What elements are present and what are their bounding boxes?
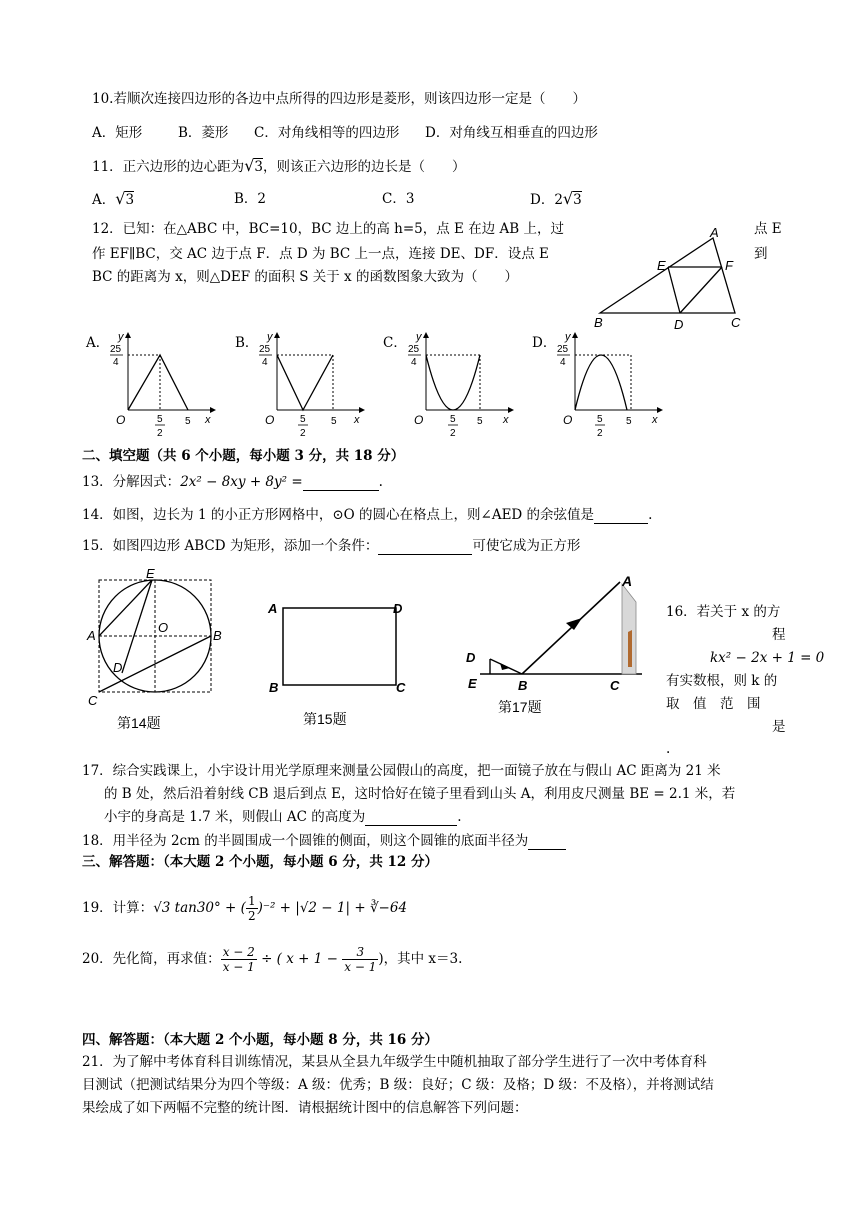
- q11-option-b: B．2: [234, 191, 267, 207]
- q12-option-a: A．: [86, 335, 110, 351]
- q12-graph-d: [553, 330, 663, 442]
- svg-text:y: y: [416, 331, 422, 343]
- svg-text:2: 2: [450, 428, 456, 439]
- q12-triangle-figure: [585, 225, 755, 335]
- q14: 14．如图，边长为 1 的小正方形网格中，⊙O 的圆心在格点上，则∠AED 的余弦值是 .: [82, 507, 653, 523]
- svg-text:x: x: [652, 414, 658, 426]
- svg-text:y: y: [267, 331, 273, 343]
- q16-line-1: 16．若关于 x 的方: [666, 604, 781, 620]
- q12-line-2: 作 EF∥BC，交 AC 边于点 F．点 D 为 BC 上一点，连接 DE、DF．设点 E: [92, 246, 549, 262]
- q11-option-a: A．√3: [92, 189, 135, 208]
- figure-17-caption: 第17题: [498, 699, 542, 715]
- q11-option-c: C．3: [382, 191, 415, 207]
- q16-line-2: 程: [772, 627, 786, 643]
- figure-14-caption: 第14题: [117, 715, 161, 731]
- section-4-heading: 四、解答题：（本大题 2 个小题，每小题 8 分，共 16 分）: [82, 1032, 439, 1048]
- figure-15-rectangle: [266, 595, 416, 695]
- svg-text:5: 5: [597, 414, 603, 425]
- q16-line-4: 有实数根，则 k 的: [666, 673, 778, 689]
- q12-line-1: 12．已知：在△ABC 中，BC=10，BC 边上的高 h=5，点 E 在边 AB 上，过: [92, 221, 564, 237]
- q16-line-6: 是: [772, 719, 786, 735]
- fig17-label-b: B: [518, 678, 528, 693]
- fig14-label-d: D: [113, 660, 123, 675]
- svg-text:4: 4: [262, 357, 268, 368]
- svg-text:4: 4: [411, 357, 417, 368]
- fig17-label-e: E: [468, 676, 477, 691]
- q12-line-3: BC 的距离为 x，则△DEF 的面积 S 关于 x 的函数图象大致为（ ）: [92, 269, 518, 285]
- section-2-heading: 二、填空题（共 6 个小题，每小题 3 分，共 18 分）: [82, 448, 405, 464]
- svg-text:O: O: [116, 413, 126, 427]
- svg-text:4: 4: [560, 357, 566, 368]
- q12-fig-label-e: E: [657, 258, 666, 273]
- q12-fig-label-a: A: [710, 225, 719, 240]
- q12-fig-label-c: C: [731, 315, 741, 330]
- q12-line-1-right: 点 E: [754, 221, 782, 237]
- svg-text:O: O: [414, 413, 424, 427]
- fig15-label-a: A: [268, 601, 278, 616]
- q10-option-d: D．对角线互相垂直的四边形: [425, 125, 598, 141]
- svg-text:5: 5: [477, 416, 483, 427]
- svg-text:O: O: [563, 413, 573, 427]
- q10-option-a: A．矩形: [92, 125, 143, 141]
- q15: 15．如图四边形 ABCD 为矩形，添加一个条件： 可使它成为正方形: [82, 538, 581, 554]
- q20: 20．先化简，再求值： $\frac{x - 2}{x - 1}$ ÷ ( x + 1 − $\frac{3}{x - 1}$ )，其中 x＝3.: [82, 945, 463, 974]
- q12-option-d: D．: [532, 335, 557, 351]
- q12-line-2-right: 到: [754, 246, 768, 262]
- q11-option-d: D．2√3: [530, 189, 582, 208]
- svg-text:5: 5: [331, 416, 337, 427]
- q12-graph-c: [404, 330, 514, 442]
- svg-text:O: O: [265, 413, 275, 427]
- figure-15-caption: 第15题: [303, 711, 347, 727]
- figure-14-circle-grid: [84, 568, 224, 713]
- svg-text:2: 2: [300, 428, 306, 439]
- fig14-label-c: C: [88, 693, 98, 708]
- fig14-label-b: B: [213, 628, 222, 643]
- svg-text:5: 5: [626, 416, 632, 427]
- svg-text:y: y: [565, 331, 571, 343]
- q21-line-1: 21．为了解中考体育科目训练情况，某县从全县九年级学生中随机抽取了部分学生进行了一次中考体育科: [82, 1054, 707, 1070]
- svg-text:25: 25: [259, 344, 271, 355]
- q10-option-b: B．菱形: [178, 125, 229, 141]
- svg-text:2: 2: [597, 428, 603, 439]
- svg-text:5: 5: [157, 414, 163, 425]
- q18: 18．用半径为 2cm 的半圆围成一个圆锥的侧面，则这个圆锥的底面半径为: [82, 832, 566, 850]
- svg-text:4: 4: [113, 357, 119, 368]
- q12-graph-b: [255, 330, 365, 442]
- fig14-label-o: O: [158, 620, 169, 635]
- fig15-label-b: B: [269, 680, 279, 695]
- q10-option-c: C．对角线相等的四边形: [254, 125, 400, 141]
- q17-line-3: 小宇的身高是 1.7 米，则假山 AC 的高度为 .: [104, 809, 462, 825]
- fig15-label-c: C: [396, 680, 406, 695]
- fig14-label-a: A: [87, 628, 96, 643]
- fig14-label-e: E: [146, 566, 155, 581]
- q21-line-2: 目测试（把测试结果分为四个等级：A 级：优秀；B 级：良好；C 级：及格；D 级：不及格），并将测试结: [82, 1077, 714, 1093]
- svg-text:25: 25: [408, 344, 420, 355]
- svg-text:x: x: [503, 414, 509, 426]
- fig17-label-a: A: [622, 573, 633, 589]
- q12-option-c: C．: [383, 335, 407, 351]
- fig17-label-c: C: [610, 678, 620, 693]
- figure-17-mirror: [462, 572, 642, 692]
- q12-fig-label-d: D: [674, 317, 684, 332]
- q12-fig-label-b: B: [594, 315, 603, 330]
- q16-equation: kx² − 2x + 1 = 0: [710, 650, 825, 666]
- fig15-label-d: D: [393, 601, 403, 616]
- q12-graph-a: [106, 330, 216, 442]
- q17-line-2: 的 B 处，然后沿着射线 CB 退后到点 E，这时恰好在镜子里看到山头 A，利用皮尺测量 BE = 2.1 米，若: [104, 786, 736, 802]
- svg-text:25: 25: [557, 344, 569, 355]
- svg-text:2: 2: [157, 428, 163, 439]
- q16-line-5: 取 值 范 围: [666, 696, 761, 712]
- svg-text:y: y: [118, 331, 124, 343]
- fig17-label-d: D: [466, 650, 476, 665]
- section-3-heading: 三、解答题：（本大题 2 个小题，每小题 6 分，共 12 分）: [82, 854, 439, 870]
- svg-text:x: x: [354, 414, 360, 426]
- q12-fig-label-f: F: [725, 258, 733, 273]
- q17-line-1: 17．综合实践课上，小宇设计用光学原理来测量公园假山的高度，把一面镜子放在与假山 AC 距离为 21 米: [82, 763, 721, 779]
- q10-stem: 10.若顺次连接四边形的各边中点所得的四边形是菱形，则该四边形一定是（ ）: [92, 91, 586, 107]
- svg-text:5: 5: [300, 414, 306, 425]
- q11-stem: 11．正六边形的边心距为√3，则该正六边形的边长是（ ）: [92, 156, 466, 175]
- q21-line-3: 果绘成了如下两幅不完整的统计图．请根据统计图中的信息解答下列问题：: [82, 1100, 528, 1116]
- q12-option-b: B．: [235, 335, 259, 351]
- q19: 19．计算：√3 tan30° + ( $\frac{1}{2}$ )⁻² + |√2 − 1| + ∛−64: [82, 894, 408, 923]
- q16-line-7: .: [666, 741, 671, 757]
- q13: 13．分解因式：2x² − 8xy + 8y² = .: [82, 474, 383, 490]
- svg-text:x: x: [205, 414, 211, 426]
- svg-text:25: 25: [110, 344, 122, 355]
- svg-text:5: 5: [450, 414, 456, 425]
- svg-text:5: 5: [185, 416, 191, 427]
